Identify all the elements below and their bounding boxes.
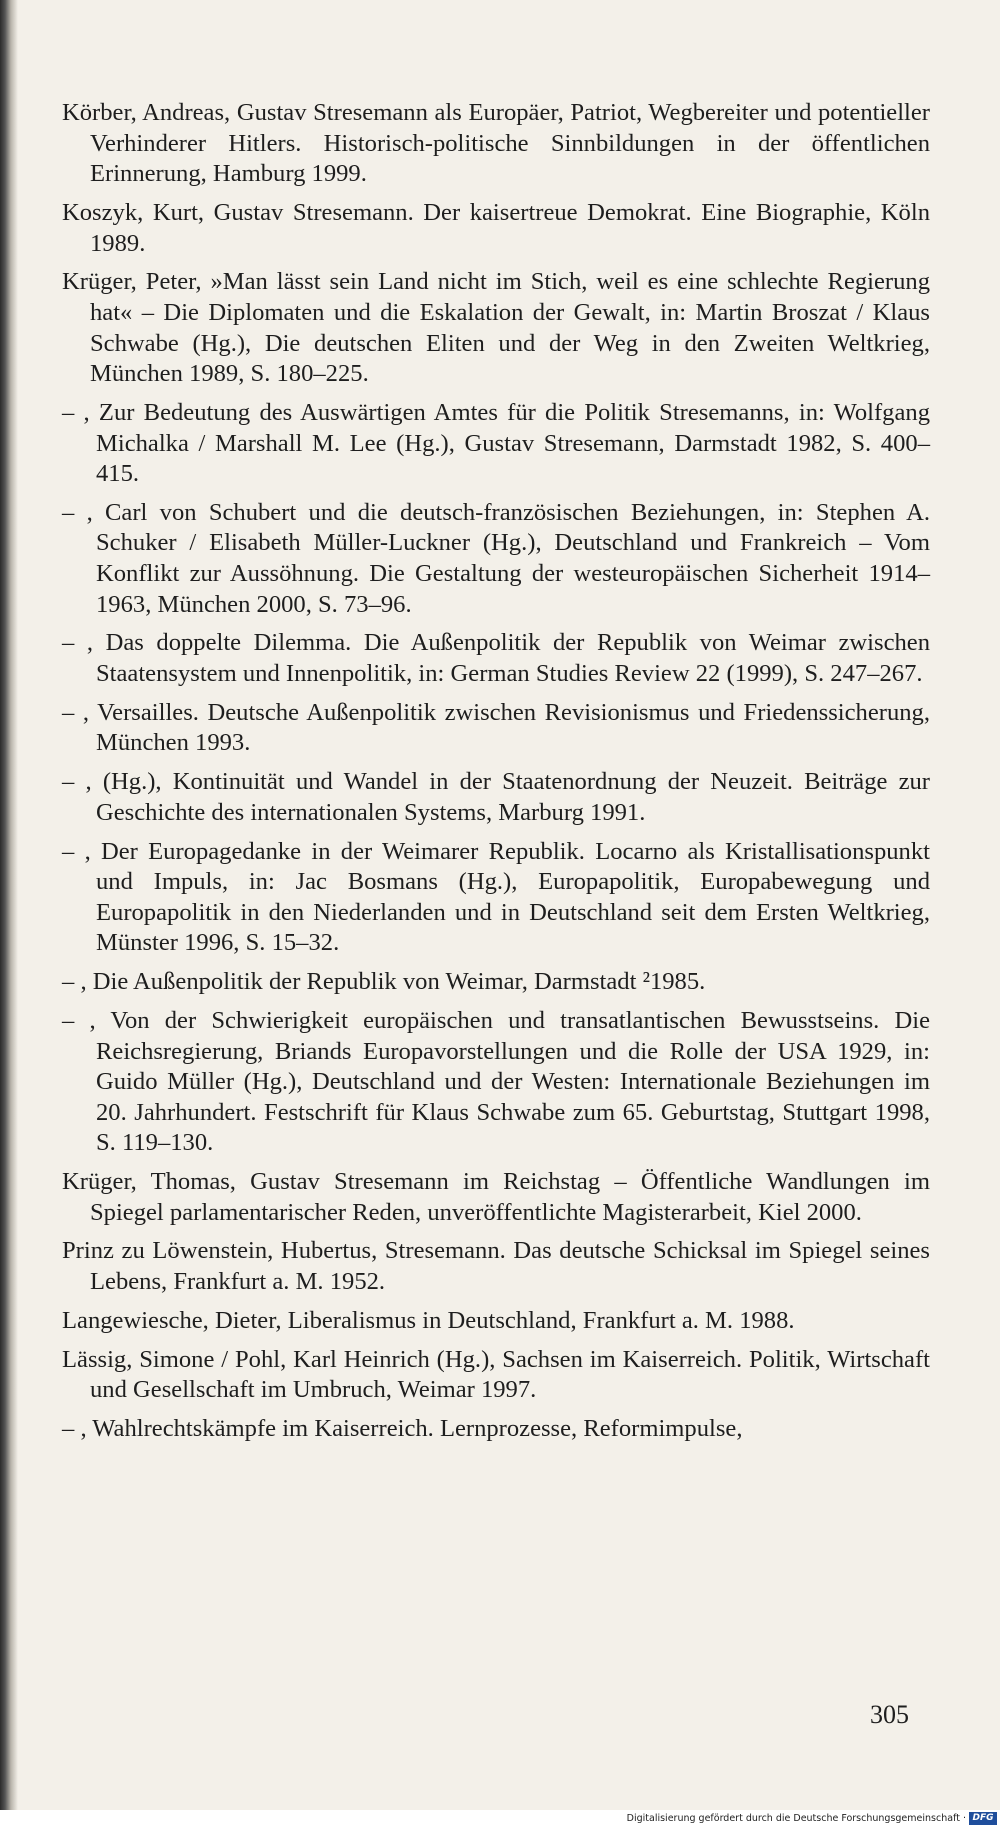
digitization-footer [0,1810,1000,1828]
bibliography-entry: – , Von der Schwierigkeit europäischen und transatlantischen Bewusstseins. Die Reichsregierung, Briands Europavorstellungen und die Rolle der USA 1929, in: Guido Müller (Hg.), Deutschland und der Westen: Internationale Beziehungen im 20. Jahrhundert. Festschrift für Klaus Schwabe zum 65. Geburtstag, Stuttgart 1998, S. 119–130. [62,1006,930,1157]
page-gutter-shadow [0,0,18,1810]
bibliography-entry: – , Die Außenpolitik der Republik von Weimar, Darmstadt ²1985. [62,968,706,996]
bibliography-entry: – , (Hg.), Kontinuität und Wandel in der Staatenordnung der Neuzeit. Beiträge zur Geschichte des internationalen Systems, Marburg 1991. [62,768,930,826]
bibliography-entry: – , Der Europagedanke in der Weimarer Republik. Locarno als Kristallisationspunkt und Impuls, in: Jac Bosmans (Hg.), Europapolitik, Europabewegung und Europapolitik in den Niederlanden und in Deutschland seit dem Ersten Weltkrieg, Münster 1996, S. 15–32. [62,837,930,957]
bibliography-entry: Lässig, Simone / Pohl, Karl Heinrich (Hg.), Sachsen im Kaiserreich. Politik, Wirtschaft und Gesellschaft im Umbruch, Weimar 1997. [62,1345,930,1404]
bibliography-entry: Prinz zu Löwenstein, Hubertus, Stresemann. Das deutsche Schicksal im Spiegel seines Lebens, Frankfurt a. M. 1952. [62,1237,930,1296]
bibliography-entry: – , Carl von Schubert und die deutsch-französischen Beziehungen, in: Stephen A. Schuker / Elisabeth Müller-Luckner (Hg.), Deutschland und Frankreich – Vom Konflikt zur Aussöhnung. Die Gestaltung der westeuropäischen Sicherheit 1914–1963, München 2000, S. 73–96. [62,498,930,618]
bibliography-entry: Langewiesche, Dieter, Liberalismus in Deutschland, Frankfurt a. M. 1988. [62,1306,795,1334]
bibliography-entry: Körber, Andreas, Gustav Stresemann als Europäer, Patriot, Wegbereiter und potentieller Verhinderer Hitlers. Historisch-politische Sinnbildungen in der öffentlichen Erinnerung, Hamburg 1999. [62,99,930,188]
page-number: 305 [870,1700,909,1729]
bibliography-entry: – , Wahlrechtskämpfe im Kaiserreich. Lernprozesse, Reformimpulse, [62,1414,743,1442]
bibliography-entry: – , Das doppelte Dilemma. Die Außenpolitik der Republik von Weimar zwischen Staatensystem und Innenpolitik, in: German Studies Review 22 (1999), S. 247–267. [62,629,930,688]
bibliography-entry: Koszyk, Kurt, Gustav Stresemann. Der kaisertreue Demokrat. Eine Biographie, Köln 1989. [62,198,930,257]
bibliography-list [62,98,930,1453]
dfg-logo: DFG [969,1812,997,1825]
bibliography-entry: Krüger, Thomas, Gustav Stresemann im Reichstag – Öffentliche Wandlungen im Spiegel parlamentarischer Reden, unveröffentlichte Magisterarbeit, Kiel 2000. [62,1168,930,1226]
funding-credit-text: Digitalisierung gefördert durch die Deutsche Forschungsgemeinschaft · [626,1813,966,1824]
bibliography-entry: Krüger, Peter, »Man lässt sein Land nicht im Stich, weil es eine schlechte Regierung hat« – Die Diplomaten und die Eskalation der Gewalt, in: Martin Broszat / Klaus Schwabe (Hg.), Die deutschen Eliten und der Weg in den Zweiten Weltkrieg, München 1989, S. 180–225. [62,268,930,388]
bibliography-entry: – , Versailles. Deutsche Außenpolitik zwischen Revisionismus und Friedenssicherung, München 1993. [62,698,930,757]
bibliography-entry: – , Zur Bedeutung des Auswärtigen Amtes für die Politik Stresemanns, in: Wolfgang Michalka / Marshall M. Lee (Hg.), Gustav Stresemann, Darmstadt 1982, S. 400–415. [62,398,930,488]
